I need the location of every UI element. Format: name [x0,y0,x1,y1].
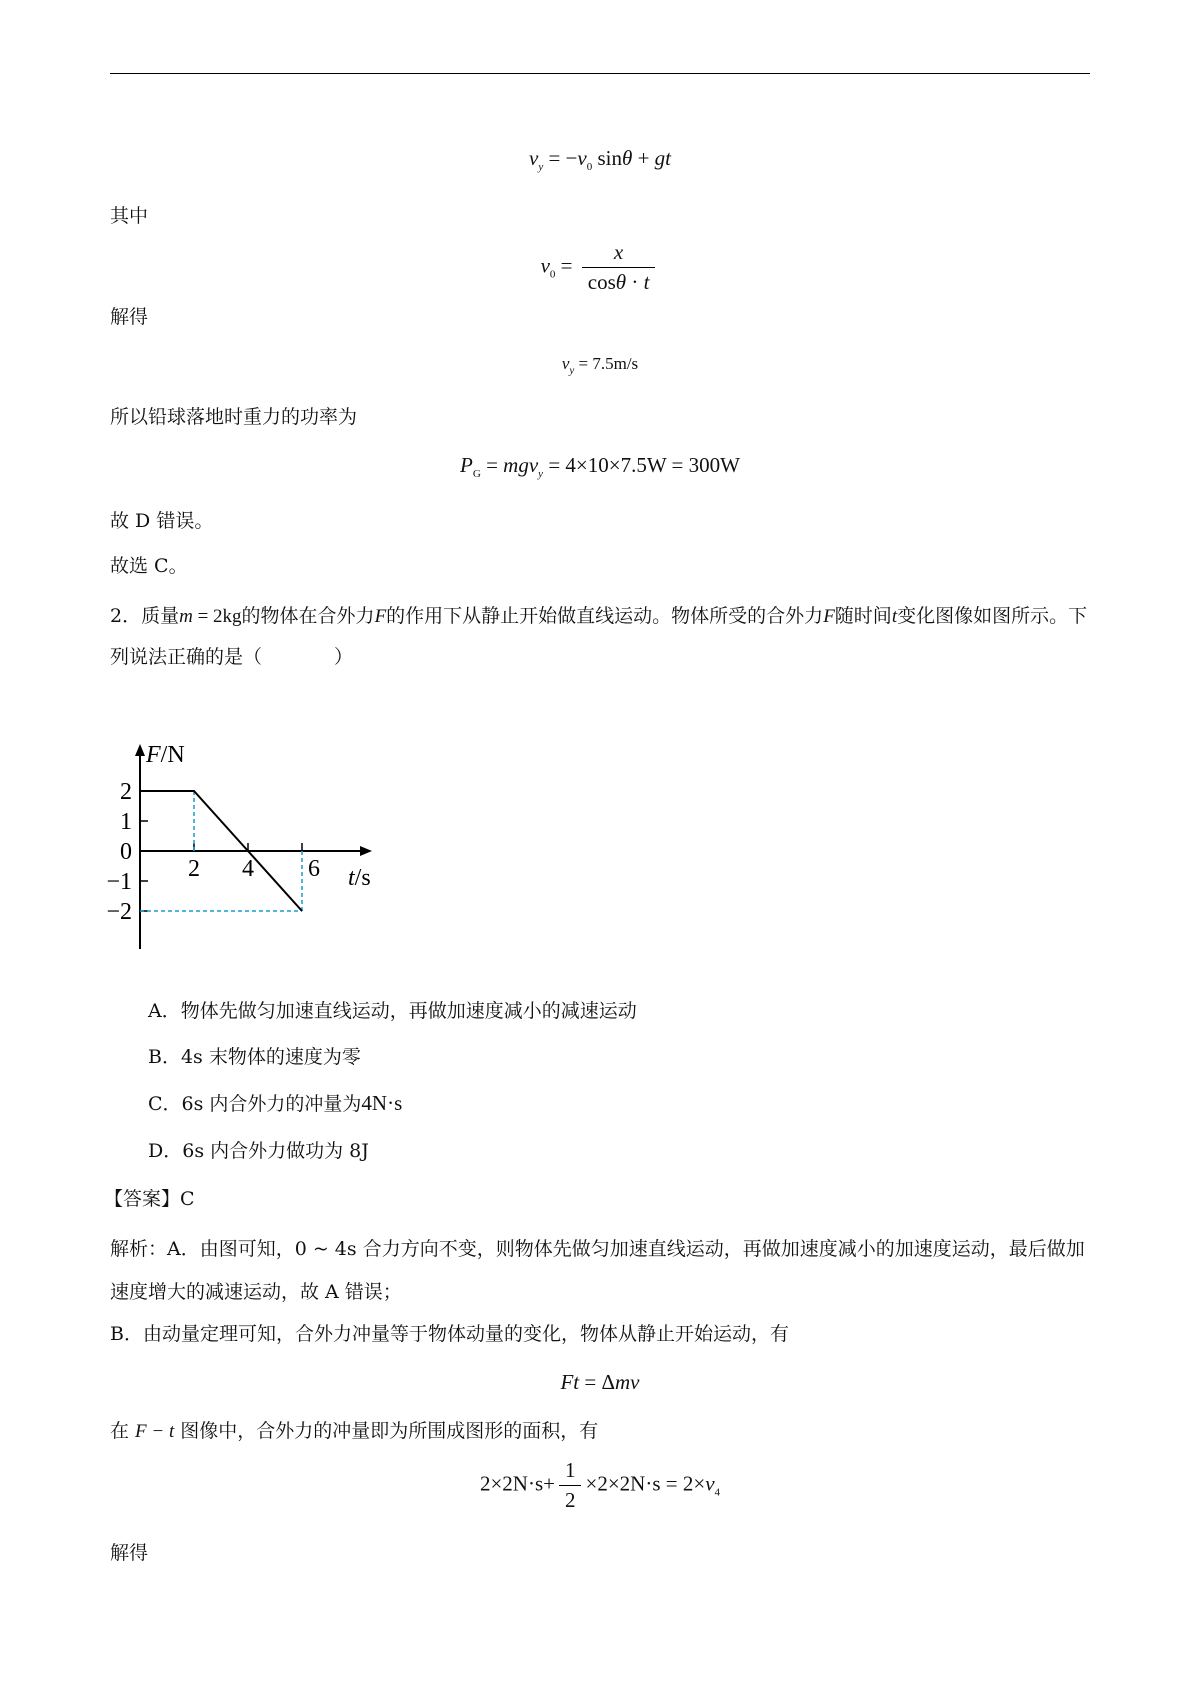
x-axis-label: t/s [348,865,371,891]
y-tick-label: −1 [106,869,132,895]
analysis-b: B．由动量定理可知，合外力冲量等于物体动量的变化，物体从静止开始运动，有 [110,1323,789,1345]
question-2: 2．质量m = 2kg的物体在合外力F的作用下从静止开始做直线运动。物体所受的合外力F随时间t变化图像如图所示。下列说法正确的是（ ） [110,605,1088,668]
text-jiede-1: 解得 [110,306,149,328]
equation-v0: $v_0$ = $\frac{x}{\cos\theta \cdot t}$ [110,240,1090,295]
equation-impulse: Ft = Δmv [560,1370,640,1394]
x-axis-arrow [360,846,372,856]
y-tick-label: −2 [106,899,132,925]
fraction-half: $\frac{1}{2}$ [559,1458,582,1513]
equation-area: 2×2N·s+ $\frac{1}{2}$ $\times 2\times 2N\cdot s = 2\times v_4$ [479,1458,721,1512]
analysis-a: 解析：A．由图可知，0 ~ 4s 合力方向不变，则物体先做匀加速直线运动，再做加速度减小的加速度运动，最后做加速度增大的减速运动，故 A 错误； [110,1238,1085,1303]
option-c[interactable]: C．6s 内合外力的冲量为4N·s [148,1091,403,1115]
text-jiede-2: 解得 [110,1542,149,1564]
x-tick-label: 4 [242,856,254,882]
option-b[interactable]: B．4s 末物体的速度为零 [148,1046,361,1068]
text-qizhong: 其中 [110,205,149,227]
text-power-intro: 所以铅球落地时重力的功率为 [110,406,358,428]
x-tick-label: 2 [188,856,200,882]
option-d[interactable]: D．6s 内合外力做功为 8J [148,1140,369,1162]
text-choose-c: 故选 C。 [110,555,188,577]
force-time-chart [106,742,420,964]
equation-vy-result: $v_y = 7.5m/s$ [561,354,639,377]
y-tick-label: 2 [120,779,132,805]
x-tick-label: 6 [308,856,320,882]
header-rule [110,73,1090,74]
text-d-wrong: 故 D 错误。 [110,510,214,532]
answer-label: 【答案】C [104,1188,195,1210]
y-tick-label: 1 [120,809,132,835]
equation-power: $P_G = mgv_y = 4\times 10\times 7.5W = 300W$ [460,453,740,481]
text-area: 在 F − t 图像中，合外力的冲量即为所围成图形的面积，有 [110,1420,599,1442]
option-a[interactable]: A．物体先做匀加速直线运动，再做加速度减小的减速运动 [148,1000,637,1022]
y-tick-label: 0 [120,839,132,865]
fraction-v0: $\frac{x}{\cos\theta \cdot t}$ [582,240,656,295]
y-axis-label: F/N [146,742,185,768]
equation-vy-components: $v_y = -v_0$ sinθ + gt [528,146,671,174]
y-axis-arrow [135,744,145,756]
